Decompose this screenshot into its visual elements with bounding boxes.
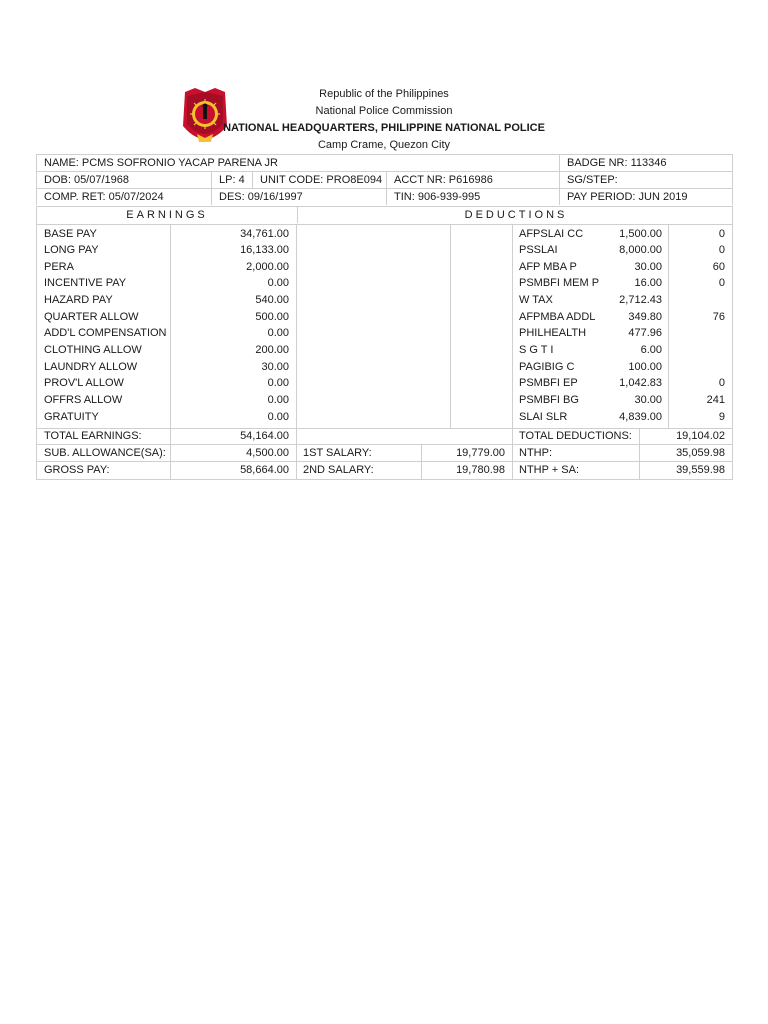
nthp-sa-value: 39,559.98 (676, 463, 725, 476)
earning-label: PROV'L ALLOW (44, 377, 124, 390)
earning-label: INCENTIVE PAY (44, 277, 127, 290)
total-deductions-label: TOTAL DEDUCTIONS: (519, 430, 632, 442)
deduction-balance: 0 (718, 244, 725, 257)
nthp-sa-label: NTHP + SA: (519, 463, 580, 476)
gross-pay-label: GROSS PAY: (44, 463, 110, 476)
nthp-value: 35,059.98 (676, 446, 725, 459)
sub-allowance-value: 4,500.00 (246, 446, 289, 459)
deduction-balance (673, 325, 725, 342)
earning-label: PERA (44, 260, 74, 273)
deduction-balance: 0 (718, 227, 725, 240)
earning-amount: 30.00 (261, 360, 289, 373)
deduction-label: PSMBFI MEM P (519, 277, 600, 290)
unit-code-field: UNIT CODE: PRO8E094 (252, 172, 386, 188)
deduction-balance (673, 342, 725, 359)
deduction-label: AFPMBA ADDL (519, 310, 596, 323)
deduction-label: S G T I (519, 344, 554, 357)
payslip-table (36, 224, 733, 480)
pay-period-field: PAY PERIOD: JUN 2019 (559, 189, 734, 205)
earning-amount: 34,761.00 (240, 227, 289, 240)
earning-amount: 0.00 (267, 277, 289, 290)
sg-step-field: SG/STEP: (559, 172, 734, 188)
deduction-amount: 8,000.00 (619, 244, 662, 257)
deduction-amount: 30.00 (634, 394, 662, 406)
dob-field: DOB: 05/07/1968 (44, 174, 130, 186)
deduction-amount: 1,500.00 (619, 227, 662, 240)
first-salary-value: 19,779.00 (456, 446, 505, 459)
earning-label: CLOTHING ALLOW (44, 344, 142, 357)
deduction-label: PSMBFI BG (519, 394, 579, 406)
deduction-amount: 4,839.00 (619, 410, 662, 423)
earning-amount: 200.00 (255, 344, 289, 357)
deduction-label: PSSLAI (519, 244, 558, 257)
header-nhq: NATIONAL HEADQUARTERS, PHILIPPINE NATIONAL POLICE (223, 122, 545, 134)
deduction-balance: 9 (718, 410, 725, 423)
earning-label: OFFRS ALLOW (44, 394, 123, 406)
earning-amount: 0.00 (267, 410, 289, 423)
earning-label: QUARTER ALLOW (44, 310, 139, 323)
earning-amount: 540.00 (255, 294, 289, 307)
document-header (0, 86, 768, 154)
earning-amount: 16,133.00 (240, 244, 289, 257)
deduction-balance: 241 (706, 394, 725, 406)
info-row-1 (36, 154, 733, 171)
deduction-label: PHILHEALTH (519, 327, 587, 340)
deduction-amount: 1,042.83 (619, 377, 662, 390)
earning-label: HAZARD PAY (44, 294, 113, 307)
header-commission: National Police Commission (315, 105, 453, 117)
gross-pay-value: 58,664.00 (240, 463, 289, 476)
deduction-balance: 76 (712, 310, 725, 323)
earning-label: GRATUITY (44, 410, 99, 423)
first-salary-label: 1ST SALARY: (303, 446, 372, 459)
des-field: DES: 09/16/1997 (211, 189, 386, 205)
deduction-label: PAGIBIG C (519, 360, 575, 373)
deductions-heading: DEDUCTIONS (297, 207, 734, 223)
deduction-label: SLAI SLR (519, 410, 568, 423)
comp-ret-field: COMP. RET: 05/07/2024 (44, 191, 164, 203)
second-salary-value: 19,780.98 (456, 463, 505, 476)
deduction-balance (673, 359, 725, 376)
deduction-amount: 477.96 (628, 327, 662, 340)
header-republic: Republic of the Philippines (319, 88, 449, 100)
badge-field: BADGE NR: 113346 (559, 155, 734, 171)
deduction-label: W TAX (519, 294, 553, 307)
info-row-2 (36, 171, 733, 188)
earning-label: LONG PAY (44, 244, 99, 257)
earning-amount: 2,000.00 (246, 260, 289, 273)
total-deductions-value: 19,104.02 (676, 430, 725, 442)
earning-amount: 0.00 (267, 327, 289, 340)
header-location: Camp Crame, Quezon City (317, 139, 451, 151)
total-earnings-value: 54,164.00 (240, 430, 289, 442)
deduction-amount: 16.00 (634, 277, 662, 290)
deduction-balance (673, 292, 725, 309)
deduction-balance: 0 (718, 377, 725, 390)
deduction-label: AFP MBA P (519, 260, 577, 273)
earning-label: ADD'L COMPENSATION (44, 327, 167, 340)
second-salary-label: 2ND SALARY: (303, 463, 374, 476)
name-field: NAME: PCMS SOFRONIO YACAP PARENA JR (44, 157, 278, 169)
total-earnings-label: TOTAL EARNINGS: (44, 430, 142, 442)
earning-amount: 500.00 (255, 310, 289, 323)
deduction-balance: 0 (718, 277, 725, 290)
earnings-heading: EARNINGS (126, 209, 208, 221)
deduction-balance: 60 (712, 260, 725, 273)
deduction-label: PSMBFI EP (519, 377, 578, 390)
earning-label: LAUNDRY ALLOW (44, 360, 138, 373)
deduction-amount: 349.80 (628, 310, 662, 323)
nthp-label: NTHP: (519, 446, 552, 459)
acct-nr-field: ACCT NR: P616986 (386, 172, 559, 188)
deduction-amount: 2,712.43 (619, 294, 662, 307)
deduction-amount: 6.00 (640, 344, 662, 357)
earning-amount: 0.00 (267, 377, 289, 390)
tin-field: TIN: 906-939-995 (386, 189, 559, 205)
deduction-label: AFPSLAI CC (519, 227, 584, 240)
deduction-amount: 30.00 (634, 260, 662, 273)
earning-label: BASE PAY (44, 227, 97, 240)
lp-field: LP: 4 (211, 172, 252, 188)
info-row-3 (36, 188, 733, 205)
earning-amount: 0.00 (267, 394, 289, 406)
section-headers (36, 206, 733, 224)
sub-allowance-label: SUB. ALLOWANCE(SA): (44, 446, 166, 459)
deduction-amount: 100.00 (628, 360, 662, 373)
